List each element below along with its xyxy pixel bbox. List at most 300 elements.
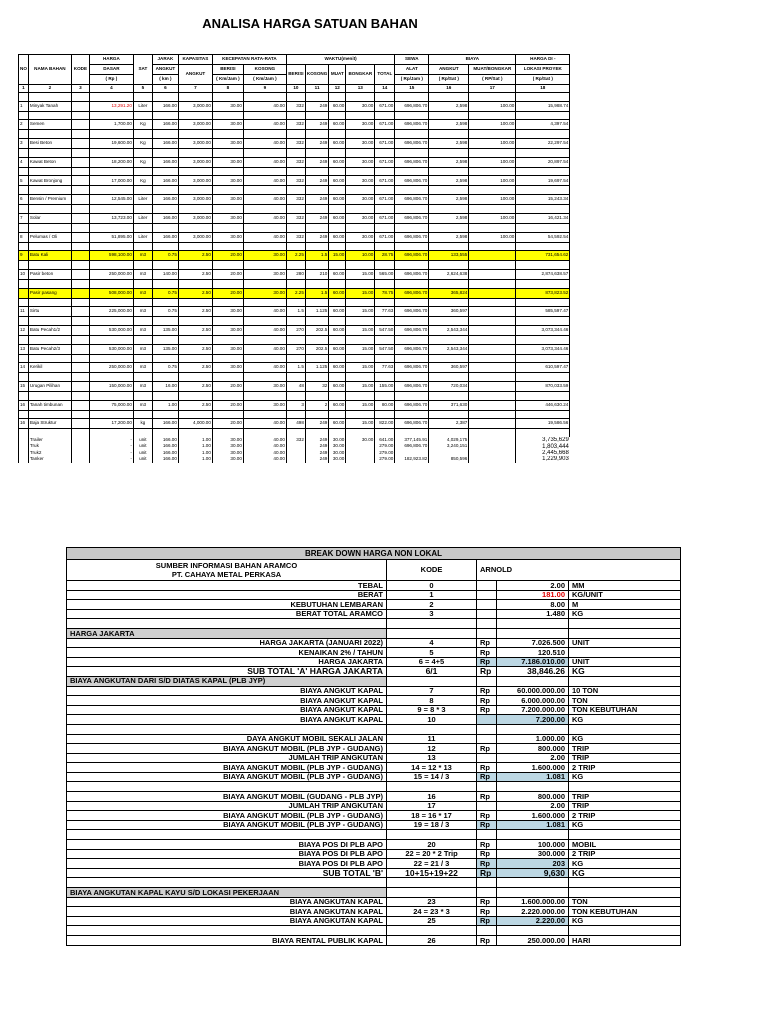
table-cell	[286, 456, 305, 462]
row-code: 19 = 18 / 3	[387, 820, 477, 830]
spacer-cell	[243, 130, 286, 139]
spacer-cell	[243, 410, 286, 419]
blank-row	[67, 878, 681, 888]
blank-cell	[387, 782, 477, 792]
spacer-cell	[89, 205, 133, 214]
table-cell: 2,598	[429, 101, 469, 111]
spacer-cell	[28, 410, 71, 419]
spacer-cell	[28, 223, 71, 232]
table-cell	[71, 419, 89, 429]
breakdown-row	[67, 792, 681, 802]
table-cell	[71, 101, 89, 111]
spacer-cell	[133, 373, 152, 382]
table-cell: 696,806.70	[395, 344, 429, 354]
table-cell: Truk	[28, 443, 71, 449]
table-cell: 280	[286, 269, 305, 279]
table-cell: 30.00	[329, 437, 346, 443]
spacer-cell	[346, 373, 375, 382]
table-cell: 54,592.54	[516, 232, 570, 242]
spacer-cell	[212, 242, 243, 251]
spacer-cell	[89, 242, 133, 251]
spacer-cell	[429, 317, 469, 326]
spacer-cell	[152, 149, 178, 158]
table-cell: 32	[305, 382, 328, 392]
table-cell: 20,897.54	[516, 157, 570, 167]
breakdown-row	[67, 705, 681, 715]
table-row	[19, 101, 570, 111]
table-cell: 202.5	[305, 344, 328, 354]
row-code: 11	[387, 734, 477, 744]
table-cell: 3,000.00	[178, 232, 212, 242]
table-cell: 166.00	[152, 157, 178, 167]
blank-cell	[477, 724, 497, 734]
table-cell: 332	[286, 437, 305, 443]
spacer-cell	[516, 373, 570, 382]
row-unit: KG	[569, 868, 681, 878]
table-row	[19, 325, 570, 335]
spacer-cell	[133, 186, 152, 195]
table-cell: 100.00	[469, 157, 516, 167]
spacer-cell	[152, 410, 178, 419]
table-cell: 225,000.00	[89, 307, 133, 317]
spacer-cell	[89, 429, 133, 437]
table-cell: 2.50	[178, 288, 212, 298]
spacer-cell	[346, 298, 375, 307]
row-currency	[477, 734, 497, 744]
row-value: 2.00	[497, 753, 569, 763]
hdr-kmjam1: ( Km/Jam )	[212, 75, 243, 85]
spacer-row	[19, 261, 570, 270]
spacer-cell	[429, 410, 469, 419]
table-cell: 166.00	[152, 450, 178, 456]
spacer-row	[19, 373, 570, 382]
row-code: 10+15+19+22	[387, 868, 477, 878]
table-cell: 51,895.00	[89, 232, 133, 242]
table-cell: 822.00	[375, 419, 395, 429]
table-cell: 30.00	[346, 213, 375, 223]
spacer-cell	[243, 392, 286, 401]
hdr-kmjam2: ( Km/Jam )	[243, 75, 286, 85]
table-cell: 17,200.00	[89, 419, 133, 429]
table-cell: 249	[305, 101, 328, 111]
table-cell: 249	[305, 419, 328, 429]
table-cell: 13,723.00	[89, 213, 133, 223]
table-cell: 2,598	[429, 195, 469, 205]
spacer-cell	[429, 354, 469, 363]
hdr-kode: KODE	[71, 55, 89, 85]
table-cell: Batu Pecah2/3	[28, 344, 71, 354]
spacer-cell	[178, 186, 212, 195]
table-cell: 2.50	[178, 382, 212, 392]
blank-cell	[477, 619, 497, 629]
row-value: 1.600.000	[497, 763, 569, 773]
table-cell: 60.00	[329, 195, 346, 205]
breakdown-row	[67, 696, 681, 706]
table-cell: 498	[286, 419, 305, 429]
spacer-row	[19, 205, 570, 214]
row-unit: TON	[569, 696, 681, 706]
spacer-cell	[71, 429, 89, 437]
spacer-cell	[212, 167, 243, 176]
spacer-cell	[516, 261, 570, 270]
row-unit: KG	[569, 715, 681, 725]
column-number-row	[19, 85, 570, 93]
table-cell: 2,598	[429, 176, 469, 186]
spacer-cell	[375, 429, 395, 437]
table-cell: 671.00	[375, 213, 395, 223]
spacer-cell	[243, 317, 286, 326]
table-cell: Bensin / Premium	[28, 195, 71, 205]
table-cell: 671.00	[375, 232, 395, 242]
spacer-cell	[89, 167, 133, 176]
spacer-cell	[429, 223, 469, 232]
table-cell: 360,597	[429, 363, 469, 373]
table-cell: Pasir pasang	[28, 288, 71, 298]
breakdown-row	[67, 638, 681, 648]
row-value: 8.00	[497, 600, 569, 610]
row-currency	[477, 581, 497, 591]
table-cell: 2.50	[178, 363, 212, 373]
table-cell: 40.00	[243, 443, 286, 449]
blank-row	[67, 830, 681, 840]
breakdown-row	[67, 590, 681, 600]
spacer-cell	[395, 93, 429, 102]
blank-row	[67, 724, 681, 734]
section-heading: BIAYA ANGKUTAN KAPAL KAYU S/D LOKASI PEKERJAAN	[67, 888, 387, 898]
spacer-cell	[133, 298, 152, 307]
table-cell: 1.00	[152, 400, 178, 410]
spacer-cell	[305, 93, 328, 102]
col-number: 9	[243, 85, 286, 93]
spacer-cell	[395, 223, 429, 232]
table-cell: 30.00	[212, 213, 243, 223]
blank-cell	[387, 628, 477, 638]
spacer-cell	[212, 317, 243, 326]
spacer-cell	[71, 205, 89, 214]
table-cell: 80.00	[375, 400, 395, 410]
table-cell: 870,033.59	[516, 382, 570, 392]
spacer-cell	[28, 298, 71, 307]
table-cell: Pelumas / Oli	[28, 232, 71, 242]
table-cell: 30.00	[212, 195, 243, 205]
table-cell: 30.00	[329, 450, 346, 456]
spacer-cell	[28, 335, 71, 344]
row-currency: Rp	[477, 811, 497, 821]
spacer-cell	[152, 354, 178, 363]
table-cell: 696,806.70	[395, 382, 429, 392]
table-cell: Baja Struktur	[28, 419, 71, 429]
table-cell: 40.00	[243, 139, 286, 149]
hdr-dasar: DASAR	[89, 65, 133, 75]
spacer-cell	[516, 410, 570, 419]
table-cell: 279.00	[375, 443, 395, 449]
table-cell: 12,545.00	[89, 195, 133, 205]
table-cell	[71, 251, 89, 261]
row-code: 20	[387, 840, 477, 850]
hdr-kecepatan: KECEPATAN RATA-RATA	[212, 55, 286, 65]
table-cell: 15.00	[346, 419, 375, 429]
spacer-cell	[375, 373, 395, 382]
table-cell: 4,029,175	[429, 437, 469, 443]
table-cell: 2,598	[429, 232, 469, 242]
spacer-cell	[28, 93, 71, 102]
row-unit: HARI	[569, 935, 681, 945]
spacer-cell	[516, 279, 570, 288]
spacer-cell	[346, 279, 375, 288]
table-cell: 100.00	[469, 139, 516, 149]
table-cell: 371,630	[429, 400, 469, 410]
table-cell	[71, 400, 89, 410]
hdr-alat: ALAT	[395, 65, 429, 75]
table-cell: 20.00	[212, 400, 243, 410]
col-number: 13	[346, 85, 375, 93]
spacer-row	[19, 130, 570, 139]
table-cell	[71, 382, 89, 392]
table-cell: 5	[19, 176, 29, 186]
table-cell: 250,000.00	[89, 363, 133, 373]
table-cell: 19,600.00	[89, 139, 133, 149]
spacer-cell	[71, 111, 89, 120]
table-cell: 3,735,629	[542, 437, 569, 444]
table-cell: 30.00	[243, 251, 286, 261]
breakdown-row	[67, 744, 681, 754]
table-cell: 270	[286, 344, 305, 354]
hdr-rpjam: ( Rp/Jam )	[395, 75, 429, 85]
spacer-cell	[28, 167, 71, 176]
row-value: 7.200.00	[497, 715, 569, 725]
breakdown-row	[67, 772, 681, 782]
spacer-cell	[178, 130, 212, 139]
spacer-cell	[19, 242, 29, 251]
row-unit: MM	[569, 581, 681, 591]
table-cell: m3	[133, 344, 152, 354]
table-cell: 696,806.70	[395, 419, 429, 429]
col-number: 17	[469, 85, 516, 93]
spacer-cell	[395, 167, 429, 176]
spacer-cell	[71, 186, 89, 195]
table-cell: 40.00	[243, 232, 286, 242]
spacer-cell	[429, 149, 469, 158]
table-cell	[71, 363, 89, 373]
table-row	[19, 382, 570, 392]
row-code: 12	[387, 744, 477, 754]
table-cell: 30.00	[346, 101, 375, 111]
table-cell: 696,806.70	[395, 195, 429, 205]
spacer-cell	[133, 130, 152, 139]
table-cell: Kg	[133, 176, 152, 186]
table-cell: 2,598	[429, 139, 469, 149]
row-value: 1.600.000.00	[497, 897, 569, 907]
spacer-cell	[89, 130, 133, 139]
spacer-cell	[346, 186, 375, 195]
row-value: 203	[497, 859, 569, 869]
row-label: BIAYA ANGKUT MOBIL (PLB JYP - GUDANG)	[67, 744, 387, 754]
spacer-cell	[71, 392, 89, 401]
table-cell: m3	[133, 269, 152, 279]
table-cell: 30.00	[243, 288, 286, 298]
table-cell: 30.00	[212, 120, 243, 130]
blank-row	[67, 782, 681, 792]
breakdown-row	[67, 753, 681, 763]
spacer-cell	[133, 149, 152, 158]
row-unit	[569, 648, 681, 658]
table-cell: 20.00	[212, 419, 243, 429]
table-cell: Kerikil	[28, 363, 71, 373]
table-cell: 873,823.52	[516, 288, 570, 298]
spacer-cell	[243, 223, 286, 232]
row-label: HARGA JAKARTA (JANUARI 2022)	[67, 638, 387, 648]
table-cell: 8	[19, 232, 29, 242]
col-number: 7	[178, 85, 212, 93]
spacer-cell	[178, 298, 212, 307]
breakdown-row	[67, 581, 681, 591]
spacer-cell	[19, 410, 29, 419]
spacer-row	[19, 298, 570, 307]
spacer-cell	[329, 392, 346, 401]
table-cell: 30.00	[329, 456, 346, 462]
table-cell: 2,624,638	[429, 269, 469, 279]
spacer-cell	[516, 429, 570, 437]
table-cell	[19, 456, 29, 462]
table-cell: 1.00	[178, 437, 212, 443]
spacer-cell	[346, 317, 375, 326]
table-cell: 249	[305, 195, 328, 205]
table-cell: 2,445,668	[542, 449, 569, 456]
spacer-cell	[178, 149, 212, 158]
table-cell: 3,240,151	[429, 443, 469, 449]
spacer-cell	[429, 429, 469, 437]
table-cell: Tanker	[28, 456, 71, 462]
table-cell: 1.5	[286, 307, 305, 317]
spacer-cell	[286, 186, 305, 195]
table-cell: 60.00	[329, 176, 346, 186]
table-cell: 133,555	[429, 251, 469, 261]
col-kode: KODE	[387, 560, 477, 581]
table-cell: 40.00	[243, 176, 286, 186]
spacer-cell	[516, 205, 570, 214]
spacer-cell	[395, 130, 429, 139]
breakdown-row	[67, 686, 681, 696]
spacer-cell	[429, 392, 469, 401]
table-cell: 2,598	[429, 213, 469, 223]
spacer-cell	[243, 335, 286, 344]
spacer-cell	[89, 93, 133, 102]
spacer-cell	[19, 429, 29, 437]
spacer-cell	[19, 317, 29, 326]
spacer-cell	[71, 279, 89, 288]
table-cell: 40.00	[243, 419, 286, 429]
table-cell: 530,000.00	[89, 325, 133, 335]
table-cell: Batu Pecah1/2	[28, 325, 71, 335]
table-cell: 13,291.20	[89, 101, 133, 111]
table-cell: 250,000.00	[89, 269, 133, 279]
table-cell: 446,630.24	[516, 400, 570, 410]
table-cell: 166.00	[152, 101, 178, 111]
spacer-cell	[305, 149, 328, 158]
spacer-cell	[178, 223, 212, 232]
spacer-cell	[346, 111, 375, 120]
table-cell: 78.75	[375, 288, 395, 298]
spacer-cell	[89, 354, 133, 363]
spacer-cell	[329, 186, 346, 195]
row-value: 7.200.000.00	[497, 705, 569, 715]
spacer-cell	[212, 111, 243, 120]
row-unit: TON	[569, 897, 681, 907]
row-currency: Rp	[477, 820, 497, 830]
spacer-cell	[133, 242, 152, 251]
table-cell: 30.00	[346, 139, 375, 149]
hdr-biaya: BIAYA	[429, 55, 516, 65]
table-cell: 30.00	[212, 139, 243, 149]
table-cell	[71, 344, 89, 354]
spacer-cell	[329, 298, 346, 307]
spacer-cell	[243, 429, 286, 437]
spacer-cell	[243, 298, 286, 307]
section-row	[67, 628, 681, 638]
section-row	[67, 676, 681, 686]
blank-cell	[569, 724, 681, 734]
spacer-cell	[243, 167, 286, 176]
table-cell: 332	[286, 120, 305, 130]
table-cell: 182,923.82	[395, 456, 429, 462]
spacer-cell	[212, 373, 243, 382]
row-label: BIAYA RENTAL PUBLIK KAPAL	[67, 935, 387, 945]
spacer-cell	[212, 93, 243, 102]
blank-cell	[497, 676, 569, 686]
table-cell: 15.00	[346, 363, 375, 373]
spacer-row	[19, 167, 570, 176]
spacer-cell	[375, 410, 395, 419]
table-row	[19, 213, 570, 223]
breakdown-row	[67, 667, 681, 677]
col-number: 3	[71, 85, 89, 93]
breakdown-row	[67, 657, 681, 667]
blank-cell	[477, 878, 497, 888]
table-cell	[469, 382, 516, 392]
row-code: 3	[387, 609, 477, 619]
spacer-cell	[329, 111, 346, 120]
row-unit: 2 TRIP	[569, 849, 681, 859]
table-cell: Kawat Bronjong	[28, 176, 71, 186]
table-cell: 850,596	[429, 456, 469, 462]
blank-cell	[67, 724, 387, 734]
row-currency	[477, 753, 497, 763]
row-code: 24 = 23 * 3	[387, 907, 477, 917]
row-label: BIAYA ANGKUT MOBIL (PLB JYP - GUDANG)	[67, 772, 387, 782]
table-cell: 696,806.70	[395, 443, 429, 449]
spacer-row	[19, 410, 570, 419]
table-cell: 19,697.54	[516, 176, 570, 186]
spacer-row	[19, 111, 570, 120]
table-cell: 270	[286, 325, 305, 335]
table-cell: 332	[286, 176, 305, 186]
spacer-cell	[375, 205, 395, 214]
row-code: 6 = 4+5	[387, 657, 477, 667]
spacer-cell	[469, 242, 516, 251]
blank-cell	[497, 830, 569, 840]
spacer-cell	[395, 261, 429, 270]
spacer-cell	[71, 149, 89, 158]
spacer-cell	[516, 149, 570, 158]
section-row	[67, 888, 681, 898]
row-code: 15 = 14 / 3	[387, 772, 477, 782]
spacer-cell	[178, 111, 212, 120]
spacer-cell	[19, 261, 29, 270]
table-cell: 16.00	[152, 382, 178, 392]
table-cell: 30.00	[243, 269, 286, 279]
table-cell: 696,806.70	[395, 251, 429, 261]
spacer-cell	[346, 205, 375, 214]
